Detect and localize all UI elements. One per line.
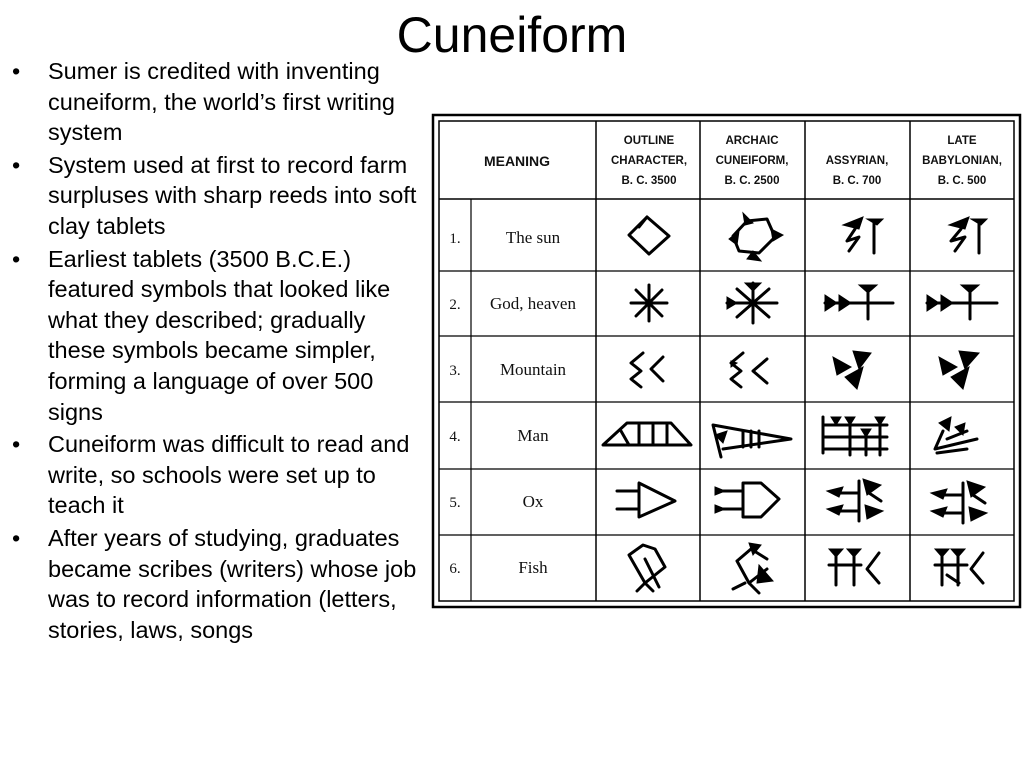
row-number: 4. (449, 429, 461, 445)
bullet-dot-icon: • (12, 245, 21, 272)
bullet-text: After years of studying, graduates became scribes (writers) whose job was to record information (letters, stories, laws, songs (48, 524, 417, 643)
bullet-text: Earliest tablets (3500 B.C.E.) featured symbols that looked like what they described; gradually these symbols became simpler, forming a language of over 500 signs (48, 245, 391, 425)
god-heaven-outline-icon (631, 285, 667, 321)
header-assyrian-1: ASSYRIAN, (825, 155, 889, 167)
header-archaic-1: ARCHAIC (725, 135, 779, 147)
bullet-text: System used at first to record farm surpluses with sharp reeds into soft clay tablets (48, 151, 417, 239)
header-babylonian-2: BABYLONIAN, (922, 155, 1002, 167)
header-outline-3: B. C. 3500 (621, 175, 677, 187)
bullet-dot-icon: • (12, 151, 21, 178)
row-meaning: Man (517, 426, 549, 445)
header-meaning: MEANING (483, 153, 551, 169)
bullet-text: Sumer is credited with inventing cuneiform, the world’s first writing system (48, 58, 395, 146)
slide-title: Cuneiform (396, 7, 628, 63)
row-number: 6. (449, 561, 461, 577)
header-outline-1: OUTLINE (623, 135, 675, 147)
bullet-dot-icon: • (12, 524, 21, 551)
row-number: 1. (449, 231, 461, 247)
row-meaning: Mountain (499, 360, 567, 379)
bullet-item (10, 150, 424, 242)
row-number: 2. (449, 297, 461, 313)
row-meaning: Fish (518, 558, 548, 577)
header-babylonian-1: LATE (947, 135, 977, 147)
header-archaic-2: CUNEIFORM, (715, 155, 789, 167)
bullet-list (10, 56, 424, 647)
row-meaning: Ox (522, 492, 544, 511)
bullet-dot-icon: • (12, 58, 21, 84)
row-meaning: God, heaven (490, 294, 576, 313)
bullet-item (10, 244, 424, 428)
header-outline-2: CHARACTER, (610, 155, 688, 167)
header-babylonian-3: B. C. 500 (937, 175, 987, 187)
row-number: 3. (449, 363, 461, 379)
row-meaning: The sun (505, 228, 561, 247)
bullet-dot-icon: • (12, 431, 21, 458)
bullet-item (10, 56, 424, 148)
row-number: 5. (449, 495, 461, 511)
cuneiform-table (431, 113, 1022, 609)
bullet-text: Cuneiform was difficult to read and write, so schools were set up to teach it (48, 431, 410, 519)
bullet-item (10, 523, 424, 645)
header-archaic-3: B. C. 2500 (724, 175, 780, 187)
header-assyrian-2: B. C. 700 (832, 175, 882, 187)
bullet-item (10, 429, 424, 521)
